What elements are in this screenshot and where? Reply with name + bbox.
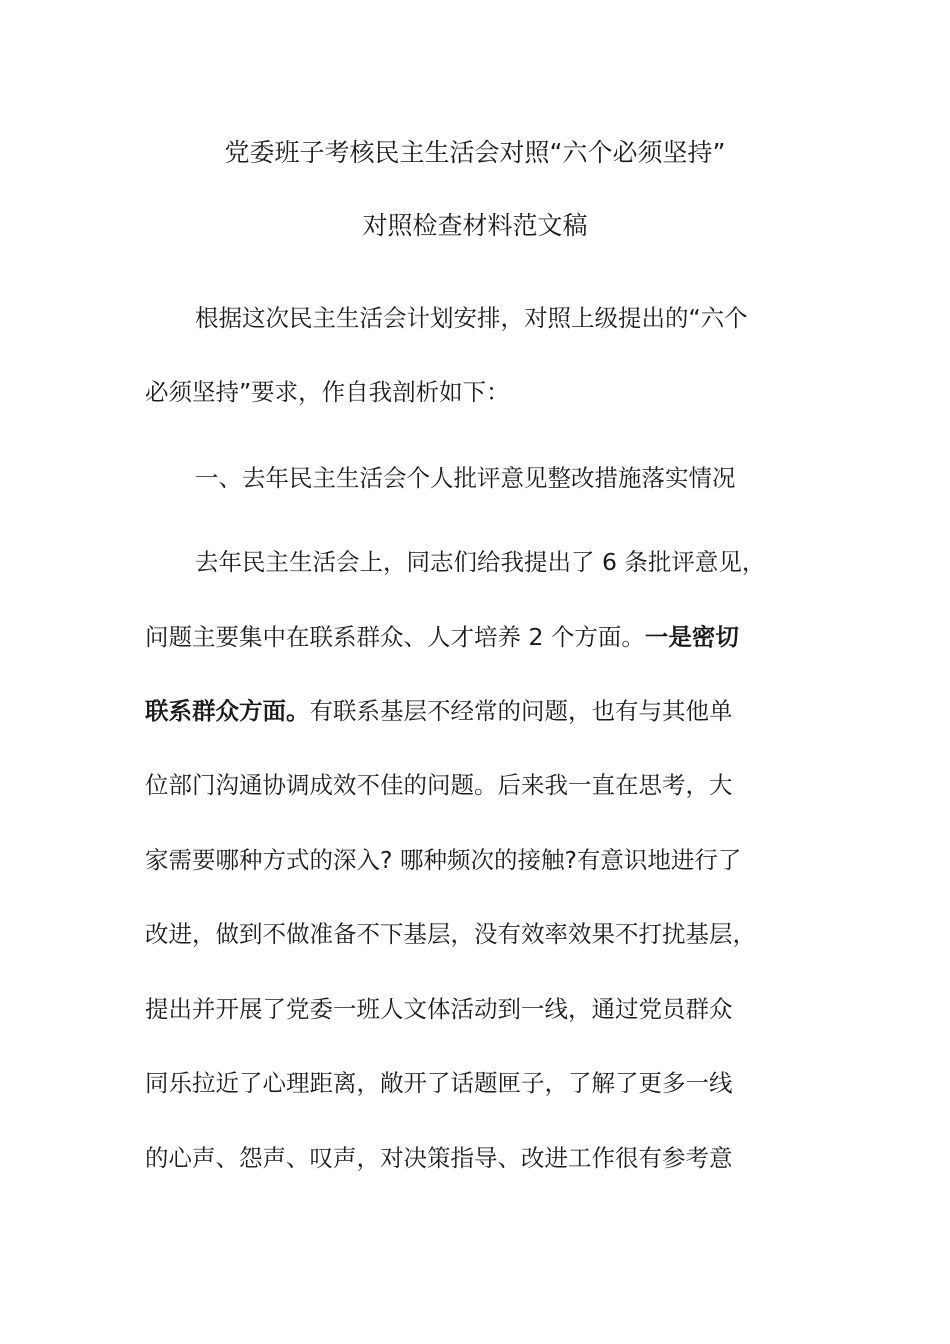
- intro-line-2: 必须坚持”要求，作自我剖析如下：: [145, 378, 510, 406]
- document-title-line-1: 党委班子考核民主生活会对照“六个必须坚持”: [224, 138, 726, 167]
- paragraph-line-3-text: 有联系基层不经常的问题，也有与其他单: [309, 697, 733, 725]
- section-heading-1: 一、去年民主生活会个人批评意见整改措施落实情况: [195, 464, 736, 492]
- paragraph-line-7: 提出并开展了党委一班人文体活动到一线，通过党员群众: [145, 995, 733, 1023]
- document-title-line-2: 对照检查材料范文稿: [362, 211, 588, 240]
- paragraph-line-5: 家需要哪种方式的深入? 哪种频次的接触?有意识地进行了: [145, 846, 742, 874]
- paragraph-line-2-text: 问题主要集中在联系群众、人才培养 2 个方面。: [145, 623, 645, 651]
- paragraph-line-3-emphasis: 联系群众方面。: [145, 697, 310, 725]
- intro-line-1: 根据这次民主生活会计划安排，对照上级提出的“六个: [195, 304, 748, 332]
- paragraph-line-8: 同乐拉近了心理距离，敞开了话题匣子，了解了更多一线: [145, 1069, 733, 1097]
- paragraph-line-2-emphasis: 一是密切: [644, 623, 739, 651]
- paragraph-line-1: 去年民主生活会上，同志们给我提出了 6 条批评意见，: [195, 548, 766, 576]
- paragraph-line-9: 的心声、怨声、叹声，对决策指导、改进工作很有参考意: [145, 1144, 733, 1172]
- paragraph-line-4: 位部门沟通协调成效不佳的问题。后来我一直在思考，大: [145, 771, 733, 799]
- paragraph-line-2: [145, 621, 739, 653]
- paragraph-line-6: 改进，做到不做准备不下基层，没有效率效果不打扰基层，: [145, 920, 756, 948]
- paragraph-line-3: [145, 695, 733, 727]
